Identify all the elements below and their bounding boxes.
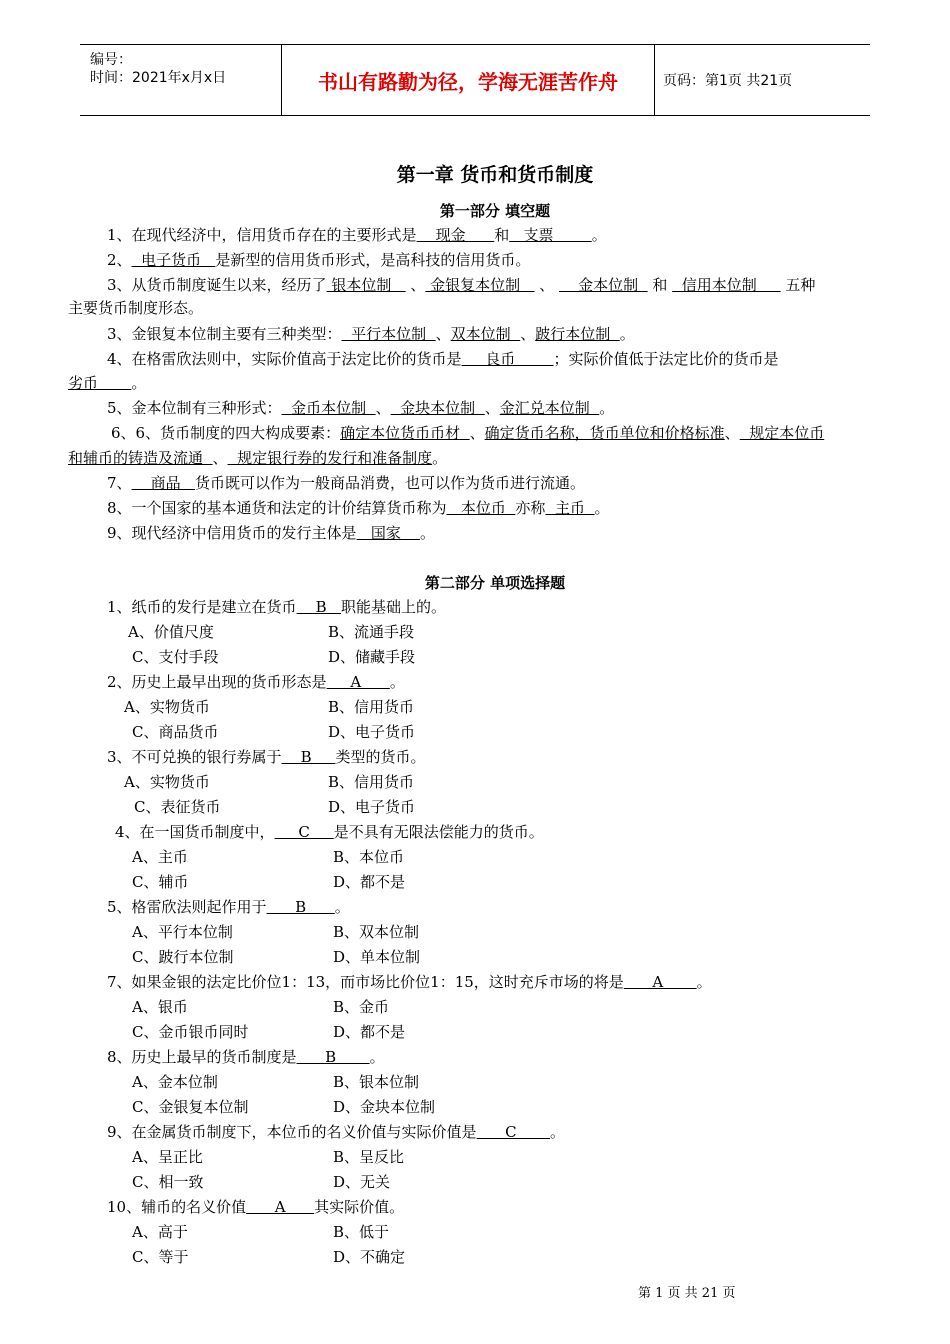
header-meta: [80, 45, 282, 115]
answer-blank: A: [326, 673, 390, 691]
option-a: A、金本位制: [132, 1073, 218, 1091]
option-c: C、相一致: [132, 1173, 204, 1191]
fill-question-5: 5、金本位制有三种形式： 金币本位制 、 金块本位制 、金汇兑本位制 。: [107, 399, 615, 417]
option-d: D、不确定: [333, 1248, 406, 1266]
answer-blank: B: [266, 898, 335, 916]
option-d: D、电子货币: [328, 798, 416, 816]
answer-blank: A: [246, 1198, 315, 1216]
option-d: D、储藏手段: [328, 648, 416, 666]
option-c: C、表征货币: [134, 798, 221, 816]
time-label: 时间：2021年x月x日: [90, 70, 227, 86]
option-c: C、辅币: [132, 873, 189, 891]
option-d: D、电子货币: [328, 723, 416, 741]
option-a: A、平行本位制: [132, 923, 233, 941]
option-a: A、呈正比: [132, 1148, 203, 1166]
choice-question-stem: 4、在一国货币制度中， C 是不具有无限法偿能力的货币。: [115, 823, 544, 841]
option-a: A、价值尺度: [128, 623, 214, 641]
choice-question-stem: 7、如果金银的法定比价位1：13，而市场比价位1：15，这时充斥市场的将是 A 。: [107, 973, 712, 991]
option-a: A、主币: [132, 848, 188, 866]
choice-question-stem: 8、历史上最早的货币制度是 B 。: [107, 1048, 385, 1066]
section-choice-title: 第二部分 单项选择题: [424, 574, 566, 592]
option-a: A、高于: [132, 1223, 188, 1241]
answer-blank: A: [623, 973, 697, 991]
fill-question-1: 1、在现代经济中，信用货币存在的主要形式是 现金 和 支票 。: [107, 226, 607, 244]
choice-question-stem: 9、在金属货币制度下，本位币的名义价值与实际价值是 C 。: [107, 1123, 566, 1141]
choice-question-stem: 5、格雷欣法则起作用于 B 。: [107, 898, 350, 916]
option-c: C、金币银币同时: [132, 1023, 249, 1041]
section-fill-title: 第一部分 填空题: [439, 202, 551, 220]
choice-question-stem: 3、不可兑换的银行券属于 B 类型的货币。: [107, 748, 426, 766]
fill-question-3b: 3、金银复本位制主要有三种类型： 平行本位制 、双本位制 、跛行本位制 。: [107, 325, 635, 343]
fill-question-4: 4、在格雷欣法则中，实际价值高于法定比价的货币是 良币 ；实际价值低于法定比价的货币是: [107, 350, 779, 368]
option-d: D、无关: [333, 1173, 391, 1191]
option-d: D、金块本位制: [333, 1098, 436, 1116]
option-b: B、信用货币: [328, 773, 415, 791]
answer-blank: B: [296, 1048, 370, 1066]
fill-question-6-cont: 和辅币的铸造及流通 、 规定银行券的发行和准备制度。: [68, 449, 448, 467]
option-c: C、跛行本位制: [132, 948, 234, 966]
option-c: C、金银复本位制: [132, 1098, 249, 1116]
option-d: D、都不是: [333, 1023, 406, 1041]
fill-question-6: 6、6、货币制度的四大构成要素：确定本位货币币材 、确定货币名称，货币单位和价格标准、 规定本位币: [111, 424, 825, 442]
option-b: B、低于: [333, 1223, 390, 1241]
answer-blank: B: [296, 598, 341, 616]
option-a: A、实物货币: [124, 698, 210, 716]
choice-question-stem: 1、纸币的发行是建立在货币 B 职能基础上的。: [107, 598, 446, 616]
fill-question-8: 8、一个国家的基本通货和法定的计价结算货币称为 本位币 亦称 主币 。: [107, 499, 610, 517]
header-motto: 书山有路勤为径，学海无涯苦作舟: [282, 45, 655, 115]
fill-question-4-cont: 劣币 。: [68, 374, 147, 392]
answer-blank: C: [476, 1123, 551, 1141]
choice-question-stem: 10、辅币的名义价值 A 其实际价值。: [107, 1198, 405, 1216]
option-c: C、商品货币: [132, 723, 219, 741]
option-b: B、金币: [333, 998, 390, 1016]
fill-question-3: 3、从货币制度诞生以来，经历了 银本位制 、 金银复本位制 、 金本位制 和 信用本位制 五种: [107, 276, 816, 294]
option-b: B、本位币: [333, 848, 405, 866]
answer-blank: C: [274, 823, 334, 841]
fill-question-3-cont: 主要货币制度形态。: [68, 299, 204, 317]
option-d: D、都不是: [333, 873, 406, 891]
number-label: 编号：: [90, 52, 132, 68]
option-c: C、等于: [132, 1248, 189, 1266]
option-a: A、实物货币: [124, 773, 210, 791]
option-b: B、呈反比: [333, 1148, 405, 1166]
header-page-info: 页码：第1页 共21页: [663, 73, 793, 89]
answer-blank: B: [281, 748, 336, 766]
option-a: A、银币: [132, 998, 188, 1016]
fill-question-7: 7、 商品 货币既可以作为一般商品消费，也可以作为货币进行流通。: [107, 474, 585, 492]
fill-question-2: 2、 电子货币 是新型的信用货币形式，是高科技的信用货币。: [107, 251, 531, 269]
choice-question-stem: 2、历史上最早出现的货币形态是 A 。: [107, 673, 405, 691]
option-d: D、单本位制: [333, 948, 421, 966]
page-footer: 第 1 页 共 21 页: [638, 1286, 736, 1301]
chapter-title: 第一章 货币和货币制度: [396, 164, 594, 186]
option-b: B、双本位制: [333, 923, 420, 941]
page-header: [80, 44, 870, 116]
option-c: C、支付手段: [132, 648, 219, 666]
fill-question-9: 9、现代经济中信用货币的发行主体是 国家 。: [107, 524, 435, 542]
option-b: B、银本位制: [333, 1073, 420, 1091]
option-b: B、信用货币: [328, 698, 415, 716]
option-b: B、流通手段: [328, 623, 415, 641]
